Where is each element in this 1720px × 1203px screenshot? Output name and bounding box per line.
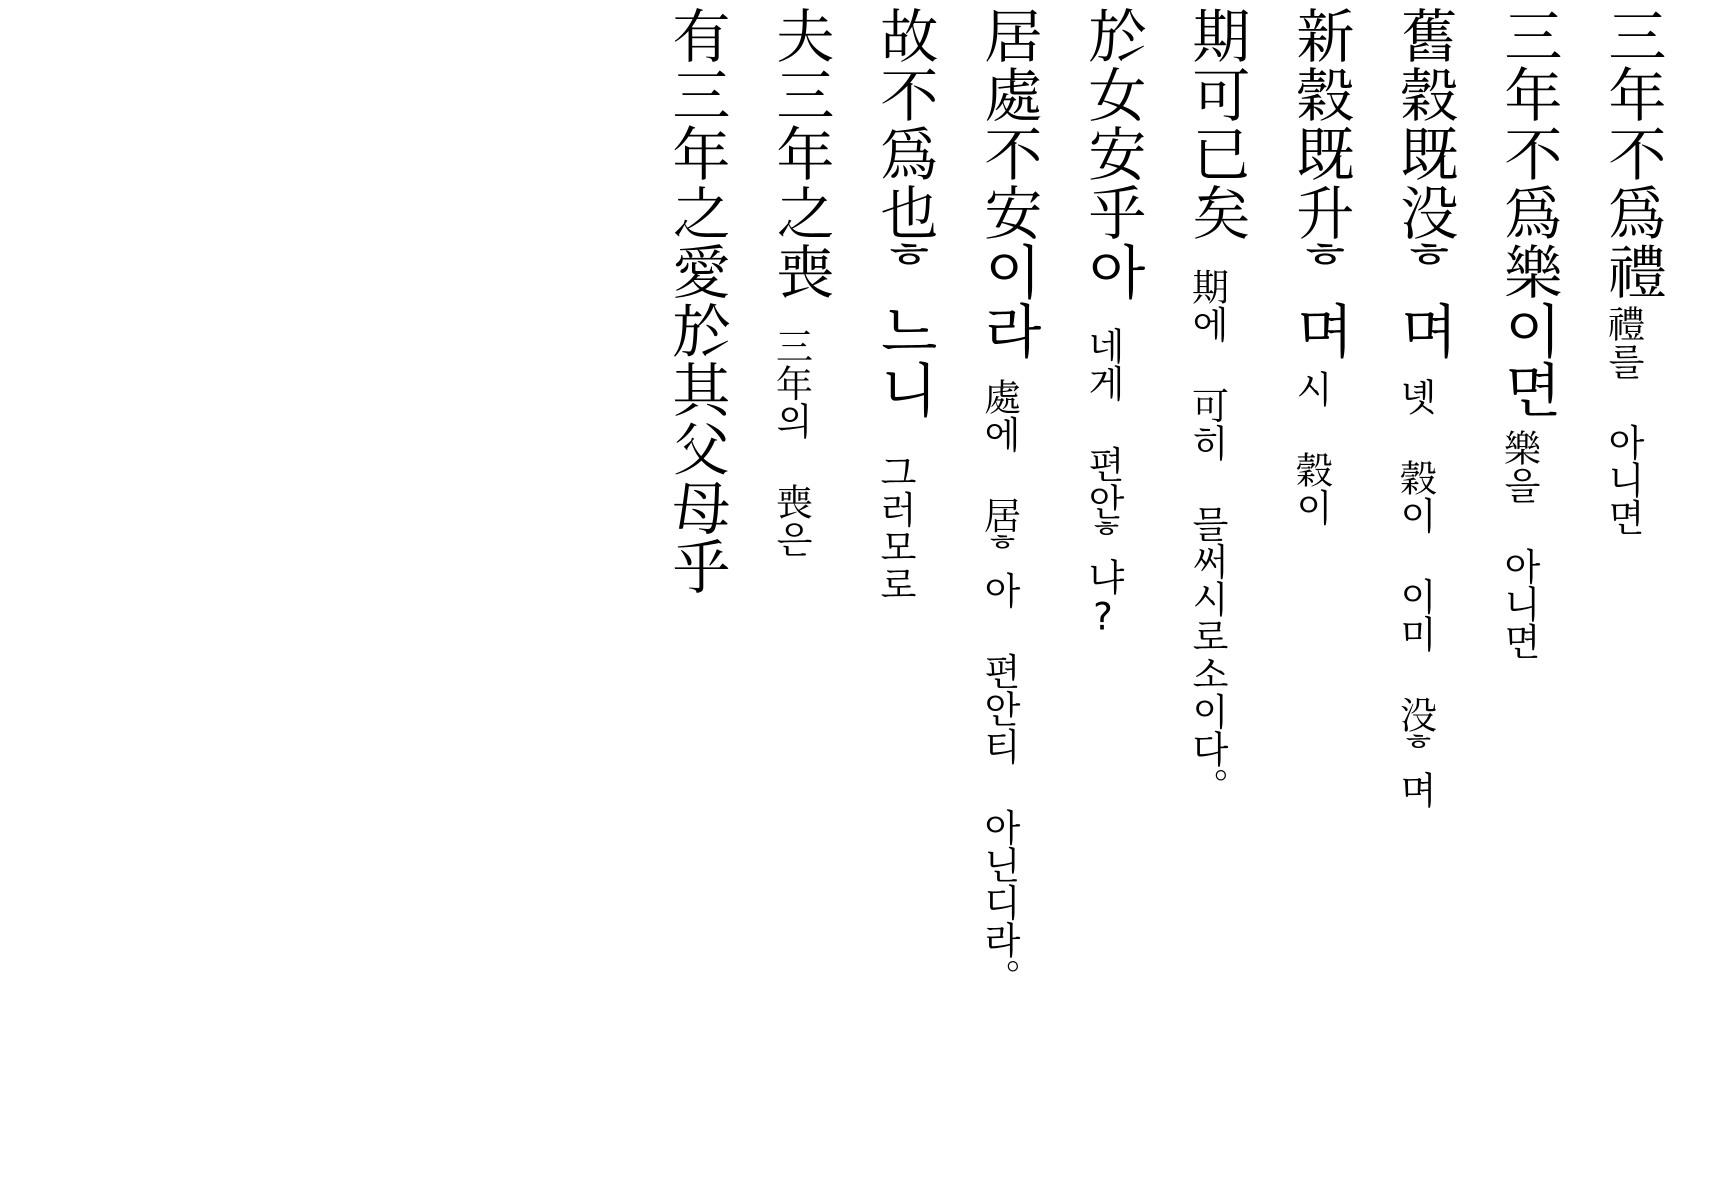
column-korean-gloss: 그러모로 — [873, 453, 917, 603]
column-hanja-text: 有三年之愛於其父母乎 — [662, 6, 731, 596]
column-hanja-text: 三年不爲禮 — [1598, 6, 1667, 301]
column-korean-gloss: 네게 편안ᄒ냐? — [1081, 327, 1125, 639]
column-hanja-text: 故不爲也ᄒ느니 — [870, 6, 939, 419]
text-column — [1078, 6, 1186, 639]
column-korean-gloss: 시 穀이 — [1289, 370, 1333, 526]
text-column — [1494, 6, 1602, 660]
column-korean-gloss: 녯 穀이 이미 没ᄒ며 — [1393, 378, 1437, 809]
column-korean-gloss: 樂을 아니면 — [1497, 429, 1541, 660]
column-hanja-text: 舊穀既没ᄒ며 — [1390, 6, 1459, 360]
text-column — [1390, 6, 1498, 809]
text-column — [766, 6, 874, 558]
column-korean-gloss: 禮를 아니면 — [1601, 305, 1645, 536]
column-korean-gloss: 期에 可히 믈써시로소이다。 — [1185, 268, 1229, 805]
text-column — [1598, 6, 1706, 536]
column-hanja-text: 居處不安이라 — [974, 6, 1043, 360]
column-korean-gloss: 處에 居ᄒ아 편안티 아닌디라。 — [977, 378, 1021, 996]
column-hanja-text: 期可已矣 — [1182, 6, 1251, 242]
column-hanja-text: 夫三年之喪 — [766, 6, 835, 301]
text-column — [870, 6, 978, 603]
column-hanja-text: 三年不爲樂이면 — [1494, 6, 1563, 419]
text-column — [1286, 6, 1394, 526]
text-column — [662, 6, 770, 596]
column-korean-gloss: 三年의 喪은 — [769, 327, 813, 558]
text-column — [974, 6, 1082, 996]
column-hanja-text: 新穀既升ᄒ며 — [1286, 6, 1355, 360]
column-hanja-text: 於女安乎아 — [1078, 6, 1147, 301]
text-column — [1182, 6, 1290, 805]
